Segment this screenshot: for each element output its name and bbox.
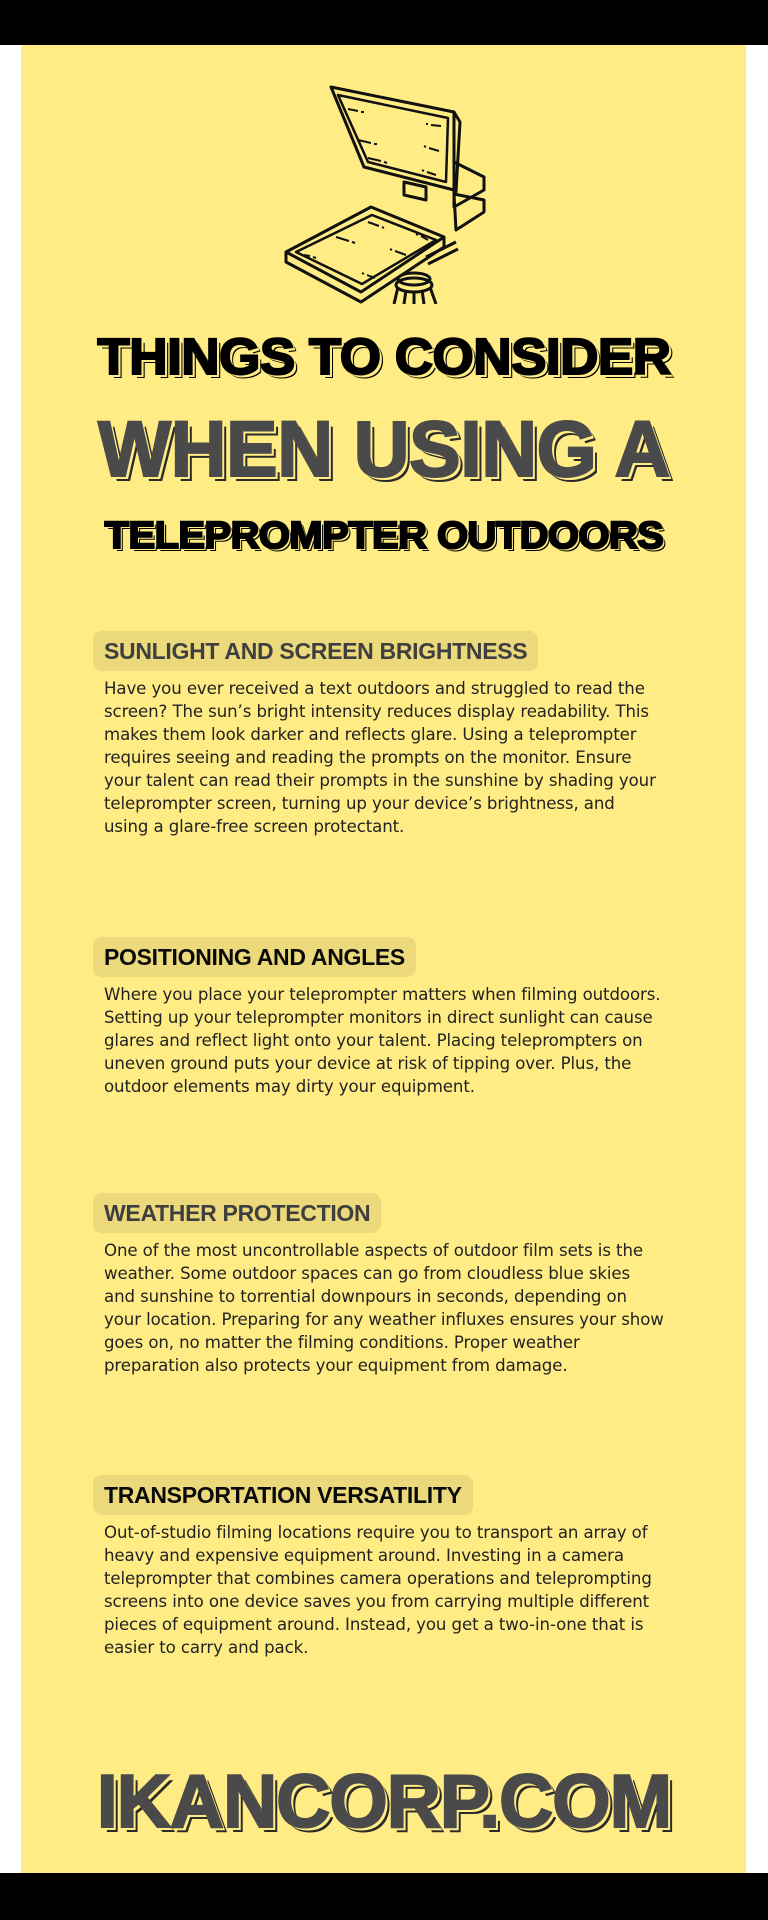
section-heading: SUNLIGHT AND SCREEN BRIGHTNESS — [93, 631, 538, 671]
footer-logo[interactable]: IKANCORP.COM — [96, 1759, 672, 1843]
section-positioning — [93, 937, 683, 1098]
section-body: Out-of-studio filming locations require you to transport an array of heavy and expensive equipment around. Investing in a camera teleprompter that combines camera operations and teleprompting screens into one device saves you from carrying multiple different pieces of equipment around. Instead, you get a two-in-one that is easier to carry and pack. — [104, 1523, 652, 1657]
teleprompter-on-tripod-icon — [276, 82, 492, 304]
title-line-1: THINGS TO CONSIDER — [97, 328, 671, 385]
section-body: Where you place your teleprompter matters when filming outdoors. Setting up your teleprompter monitors in direct sunlight can cause glares and reflect light onto your talent. Placing teleprompters on uneven ground puts your device at risk of tipping over. Plus, the outdoor elements may dirty your equipment. — [104, 985, 661, 1096]
section-heading: TRANSPORTATION VERSATILITY — [93, 1475, 473, 1515]
section-heading: POSITIONING AND ANGLES — [93, 937, 416, 977]
section-sunlight — [93, 631, 683, 838]
section-transportation — [93, 1475, 683, 1659]
title-line-3: TELEPROMPTER OUTDOORS — [104, 515, 664, 557]
section-body: One of the most uncontrollable aspects of outdoor film sets is the weather. Some outdoor spaces can go from cloudless blue skies and sunshine to torrential downpours in seconds, depending on your location. Preparing for any weather influxes ensures your show goes on, no matter the filming conditions. Proper weather preparation also protects your equipment from damage. — [104, 1241, 664, 1375]
top-black-bar — [0, 0, 768, 45]
bottom-black-bar — [0, 1873, 768, 1920]
section-body: Have you ever received a text outdoors and struggled to read the screen? The sun’s bright intensity reduces display readability. This makes them look darker and reflects glare. Using a teleprompter requires seeing and reading the prompts on the monitor. Ensure your talent can read their prompts in the sunshine by shading your teleprompter screen, turning up your device’s brightness, and using a glare-free screen protectant. — [104, 679, 656, 836]
section-weather — [93, 1193, 683, 1377]
title-line-2: WHEN USING A — [98, 404, 670, 493]
section-heading: WEATHER PROTECTION — [93, 1193, 381, 1233]
